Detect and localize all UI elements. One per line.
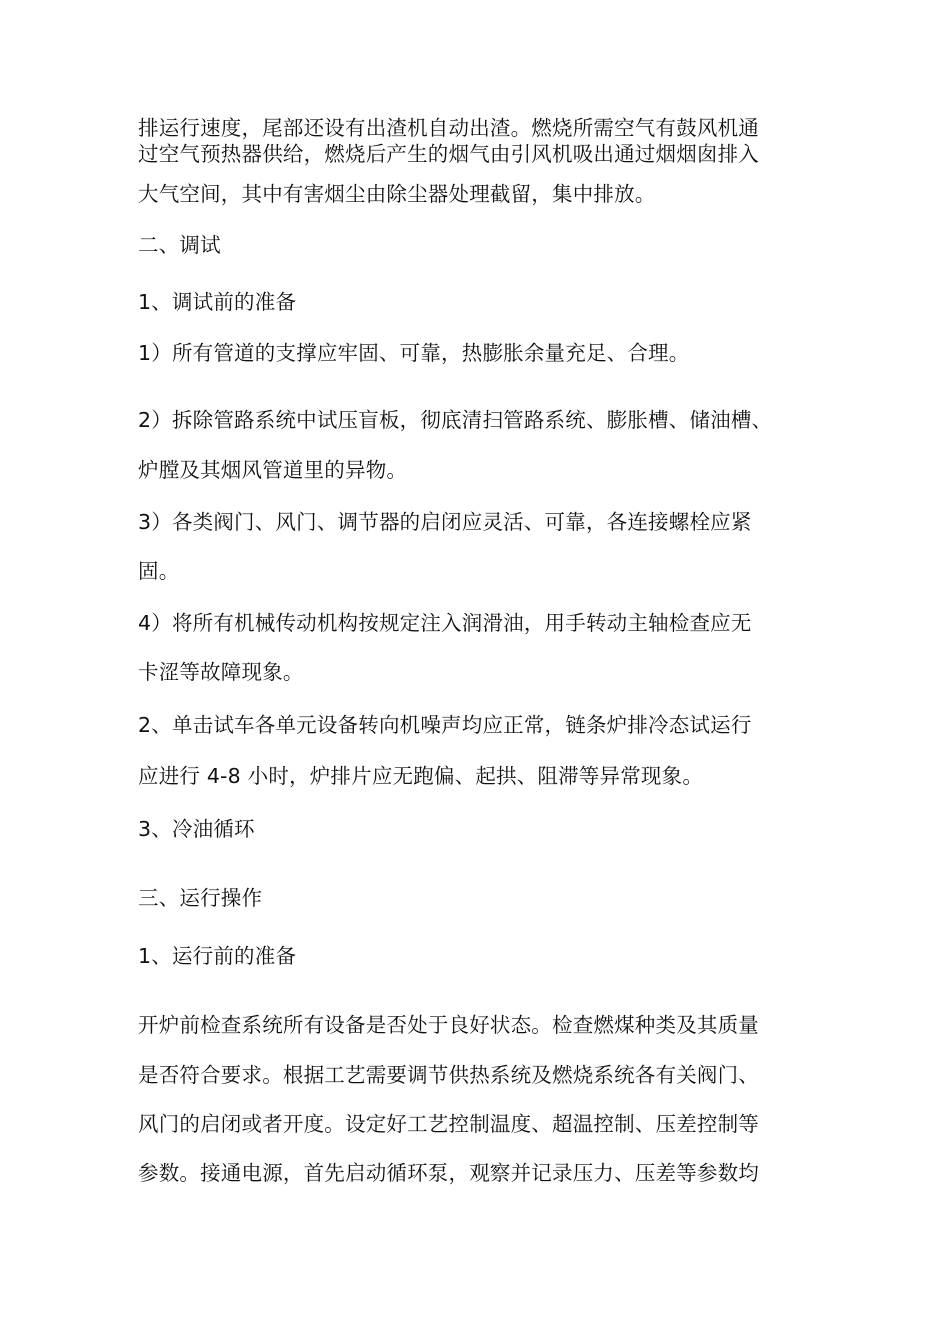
paragraph-line: 大气空间，其中有害烟尘由除尘器处理截留，集中排放。 [138,182,656,206]
paragraph-line: 参数。接通电源，首先启动循环泵，观察并记录压力、压差等参数均 [138,1161,759,1185]
paragraph-line: 风门的启闭或者开度。设定好工艺控制温度、超温控制、压差控制等 [138,1112,759,1136]
section-heading: 三、运行操作 [138,886,263,910]
paragraph-line: 2、单击试车各单元设备转向机噪声均应正常，链条炉排冷态试运行 [138,713,752,737]
list-item-continuation: 固。 [138,559,180,583]
list-item: 2）拆除管路系统中试压盲板，彻底清扫管路系统、膨胀槽、储油槽、 [138,408,773,432]
subsection-heading: 1、运行前的准备 [138,944,297,968]
paragraph-line: 排运行速度，尾部还设有出渣机自动出渣。燃烧所需空气有鼓风机通 [138,116,759,140]
paragraph-line: 过空气预热器供给，燃烧后产生的烟气由引风机吸出通过烟烟囱排入 [138,142,759,166]
paragraph-line: 是否符合要求。根据工艺需要调节供热系统及燃烧系统各有关阀门、 [138,1063,759,1087]
list-item-continuation: 卡涩等故障现象。 [138,660,304,684]
list-item: 3）各类阀门、风门、调节器的启闭应灵活、可靠，各连接螺栓应紧 [138,510,752,534]
list-item-continuation: 炉膛及其烟风管道里的异物。 [138,458,408,482]
paragraph-line: 应进行 4-8 小时，炉排片应无跑偏、起拱、阻滞等异常现象。 [138,764,704,788]
list-item: 1）所有管道的支撑应牢固、可靠，热膨胀余量充足、合理。 [138,341,690,365]
subsection-heading: 1、调试前的准备 [138,290,297,314]
subsection-heading: 3、冷油循环 [138,817,255,841]
list-item: 4）将所有机械传动机构按规定注入润滑油，用手转动主轴检查应无 [138,611,752,635]
section-heading: 二、调试 [138,233,221,257]
paragraph-line: 开炉前检查系统所有设备是否处于良好状态。检查燃煤种类及其质量 [138,1013,759,1037]
